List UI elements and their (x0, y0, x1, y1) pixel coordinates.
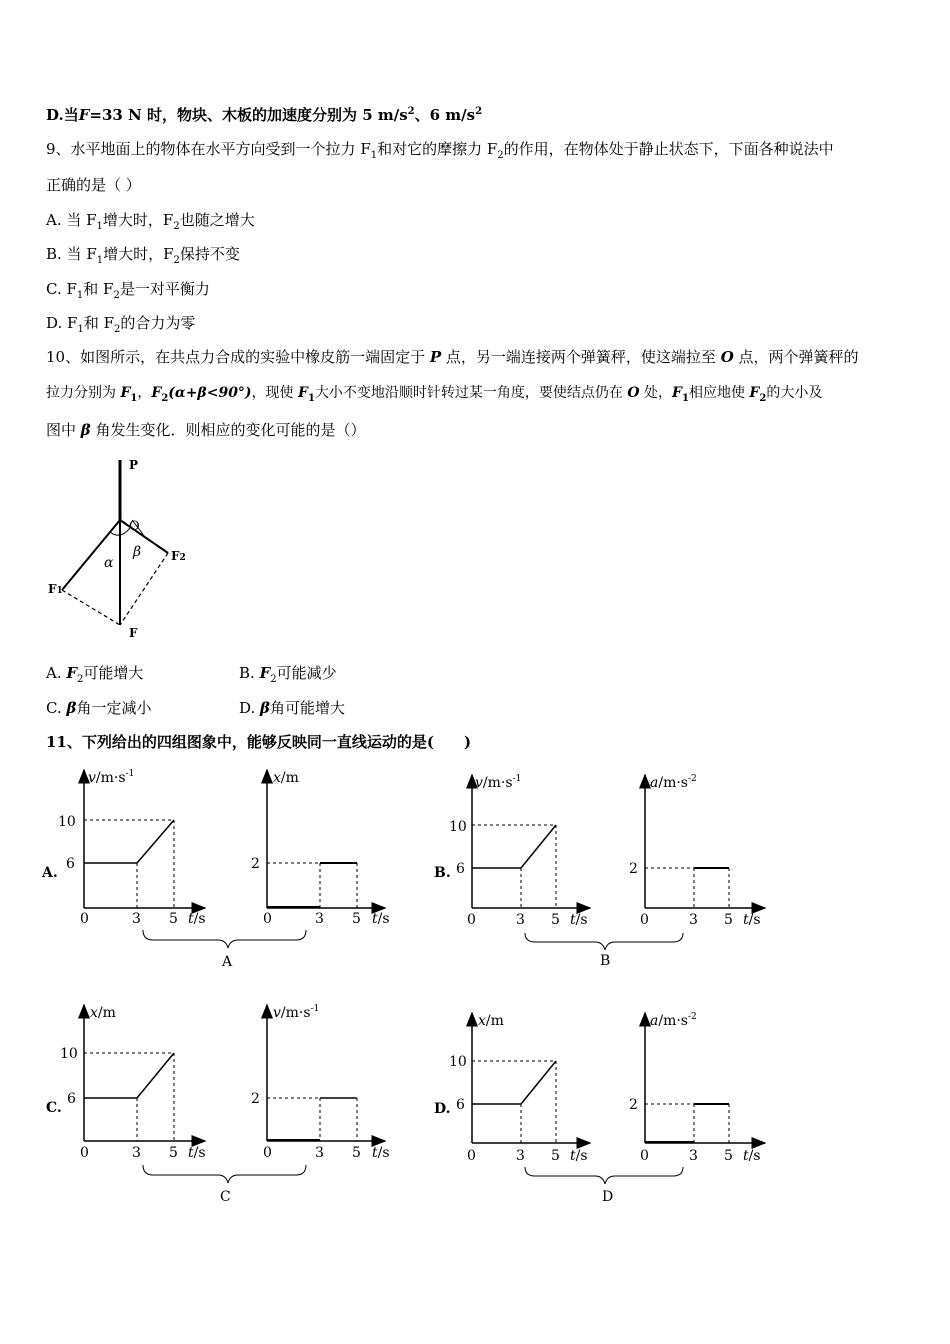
c-g2-tick-5: 5 (352, 1145, 361, 1161)
d-g1-tick-3: 3 (516, 1148, 525, 1164)
graph-group-c (40, 995, 400, 1210)
graph-group-a (40, 760, 400, 975)
group-a-caption: A (222, 954, 233, 970)
d-g1-tick-6: 6 (456, 1097, 465, 1113)
b-g2-y-label: $a/m\cdot s^{-2}$ (650, 774, 697, 791)
q9-option-c: C. $F_1$和 $F_2$是一对平衡力 (46, 280, 210, 301)
d-g1-tick-10: 10 (449, 1054, 467, 1070)
b-g2-tick-5: 5 (724, 912, 733, 928)
d-g1-t-label: t/s (570, 1148, 588, 1164)
q9-stem-line1: 9、水平地面上的物体在水平方向受到一个拉力 $F_1$和对它的摩擦力 $F_2$的作用，在物体处于静止状态下，下面各种说法中 (46, 140, 834, 161)
q10-stem-line2: 拉力分别为 $F_1$，$F_2(\alpha+\beta<90^\circ)$，现使 $F_1$大小不变地沿顺时针转过某一角度，要使结点仍在 O 处，$F_1$相应地使 $F_2$的大小及 (46, 385, 823, 404)
b-g2-t-label: t/s (743, 912, 761, 928)
q10-option-a: A. $F_2$可能增大 (46, 664, 144, 685)
b-g1-plot (472, 825, 556, 868)
group-b-caption: B (600, 953, 611, 969)
graph-group-d (430, 1003, 790, 1218)
c-g1-tick-5: 5 (169, 1145, 178, 1161)
label-f2: F2 (171, 549, 186, 563)
q9-option-a: A. 当 $F_1$增大时，$F_2$也随之增大 (46, 211, 255, 232)
a-g2-tick-3: 3 (315, 911, 324, 927)
a-g1-y-label: $v/m\cdot s^{-1}$ (88, 769, 135, 786)
q9-stem-line2: 正确的是（ ） (46, 176, 141, 194)
label-o: O (129, 519, 140, 534)
a-g1-tick-3: 3 (132, 911, 141, 927)
a-g1-plot (84, 820, 174, 863)
a-g2-y-label: x/m (273, 770, 299, 786)
d-g2-tick-0: 0 (640, 1148, 649, 1164)
c-g1-t-label: t/s (188, 1145, 206, 1161)
label-f1: F1 (48, 582, 63, 596)
group-c-label: C. (46, 1100, 62, 1116)
graph-group-b (430, 765, 790, 980)
d-g2-t-label: t/s (743, 1148, 761, 1164)
a-g2-tick-2: 2 (251, 856, 260, 872)
f2-line (120, 520, 168, 553)
c-g1-plot (84, 1053, 174, 1098)
parallelogram-side-2 (120, 553, 168, 625)
c-g1-tick-3: 3 (132, 1145, 141, 1161)
b-brace (525, 933, 683, 950)
label-alpha: α (104, 555, 114, 571)
d-g2-tick-2: 2 (629, 1097, 638, 1113)
group-d-label: D. (434, 1101, 451, 1117)
b-g1-tick-10: 10 (449, 819, 467, 835)
a-g1-tick-10: 10 (58, 814, 76, 830)
q11-stem: 11、下列给出的四组图象中，能够反映同一直线运动的是( ) (46, 733, 472, 751)
d-g2-tick-3: 3 (689, 1148, 698, 1164)
d-g2-y-label: $a/m\cdot s^{-2}$ (650, 1012, 697, 1029)
a-g1-tick-0: 0 (80, 911, 89, 927)
d-g1-plot (472, 1061, 556, 1104)
b-g1-tick-0: 0 (467, 912, 476, 928)
a-g1-t-label: t/s (188, 911, 206, 927)
c-g2-tick-2: 2 (251, 1091, 260, 1107)
q10-option-b: B. $F_2$可能减少 (239, 664, 337, 685)
a-g1-tick-5: 5 (169, 911, 178, 927)
b-g1-tick-3: 3 (516, 912, 525, 928)
d-g1-y-label: x/m (478, 1013, 504, 1029)
a-g2-t-label: t/s (372, 911, 390, 927)
d-g2-tick-5: 5 (724, 1148, 733, 1164)
d-g1-tick-5: 5 (551, 1148, 560, 1164)
c-g2-tick-0: 0 (263, 1145, 272, 1161)
q10-option-c: C. β角一定减小 (46, 699, 152, 717)
d-brace (525, 1167, 683, 1184)
label-beta: β (133, 544, 142, 560)
group-b-label: B. (434, 865, 451, 881)
parallelogram-side-1 (62, 590, 120, 625)
q9-option-d: D. $F_1$和 $F_2$的合力为零 (46, 314, 196, 335)
d-g1-tick-0: 0 (467, 1148, 476, 1164)
c-g1-tick-10: 10 (60, 1046, 78, 1062)
b-g1-y-label: $v/m\cdot s^{-1}$ (475, 774, 522, 791)
c-g1-y-label: x/m (90, 1005, 116, 1021)
a-g2-tick-5: 5 (352, 911, 361, 927)
a-g1-tick-6: 6 (66, 856, 75, 872)
c-g2-tick-3: 3 (315, 1145, 324, 1161)
c-g2-y-label: $v/m\cdot s^{-1}$ (273, 1004, 320, 1021)
label-f: F (129, 626, 138, 640)
label-p: P (129, 458, 139, 472)
b-g1-tick-5: 5 (551, 912, 560, 928)
b-g1-t-label: t/s (570, 912, 588, 928)
q8-option-d: D.当F=33 N 时，物块、木板的加速度分别为 5 $m/s^2$、6 $m/s^2$ (46, 106, 483, 124)
group-c-caption: C (220, 1189, 231, 1205)
group-a-label: A. (42, 865, 58, 881)
q10-stem-line1: 10、如图所示，在共点力合成的实验中橡皮筋一端固定于 P 点，另一端连接两个弹簧秤，使这端拉至 O 点，两个弹簧秤的 (46, 348, 859, 366)
c-g1-tick-6: 6 (67, 1091, 76, 1107)
a-g2-tick-0: 0 (263, 911, 272, 927)
c-g2-t-label: t/s (372, 1145, 390, 1161)
b-g2-tick-0: 0 (640, 912, 649, 928)
c-brace (143, 1165, 306, 1183)
b-g2-tick-2: 2 (629, 861, 638, 877)
a-brace (143, 930, 306, 948)
q10-option-d: D. β角可能增大 (239, 699, 346, 717)
group-d-caption: D (602, 1189, 614, 1205)
q10-stem-line3: 图中 β 角发生变化．则相应的变化可能的是（） (46, 421, 366, 439)
c-g1-tick-0: 0 (80, 1145, 89, 1161)
q9-option-b: B. 当 $F_1$增大时，$F_2$保持不变 (46, 245, 240, 266)
b-g1-tick-6: 6 (456, 861, 465, 877)
b-g2-tick-3: 3 (689, 912, 698, 928)
force-diagram (40, 450, 210, 645)
